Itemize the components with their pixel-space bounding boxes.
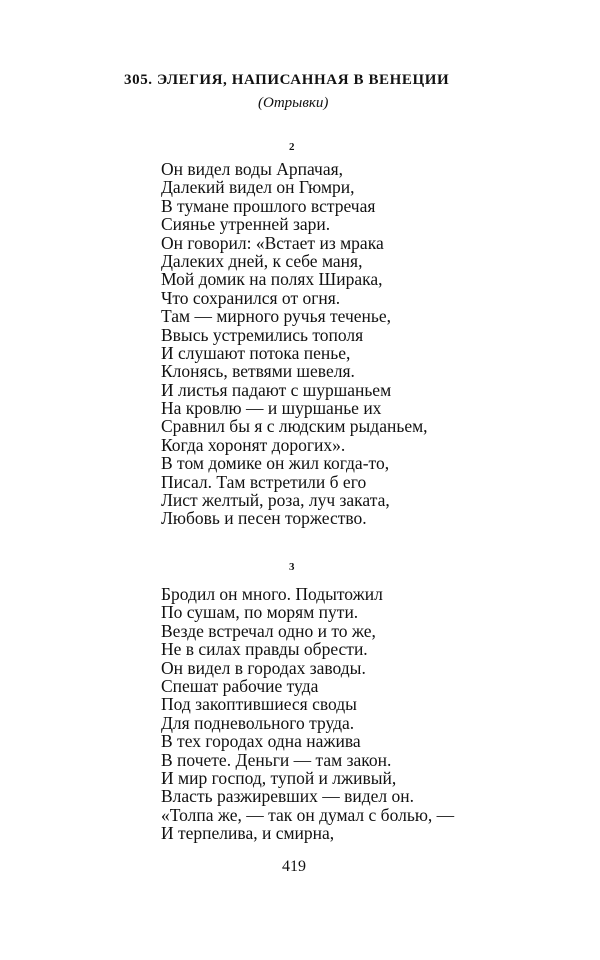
verse-line: Под закоптившиеся своды <box>161 694 357 715</box>
verse-line: И слушают потока пенье, <box>161 342 351 363</box>
verse-line: Он видел воды Арпачая, <box>161 159 344 179</box>
verse-line: Любовь и песен торжество. <box>161 508 367 529</box>
verse-line: Писал. Там встретили б его <box>161 471 367 492</box>
verse-line: Что сохранился от огня. <box>161 287 341 308</box>
verse-line: Сиянье утренней зари. <box>161 214 331 235</box>
verse-line: Бродил он много. Подытожил <box>161 584 383 604</box>
verse-line: В почете. Деньги — там закон. <box>161 749 392 770</box>
verse-line: И мир господ, тупой и лживый, <box>161 767 397 788</box>
verse-line: По сушам, по морям пути. <box>161 602 359 623</box>
verse-line: Клонясь, ветвями шевеля. <box>161 361 355 382</box>
verse-line: В тумане прошлого встречая <box>161 195 376 216</box>
verse-line: Далекий видел он Гюмри, <box>161 177 355 198</box>
verse-line: Мой домик на полях Ширака, <box>161 269 383 290</box>
verse-line: И терпелива, и смирна, <box>161 823 335 844</box>
page-number: 419 <box>282 858 306 875</box>
verse-line: Он говорил: «Встает из мрака <box>161 232 384 253</box>
verse-line: Не в силах правды обрести. <box>161 639 368 660</box>
verse-line: В том домике он жил когда-то, <box>161 453 390 474</box>
verse-line: Далеких дней, к себе маня, <box>161 250 363 271</box>
verse-line: Когда хоронят дорогих». <box>161 434 346 455</box>
verse-line: Для подневольного труда. <box>161 712 355 733</box>
verse-line: На кровлю — и шуршанье их <box>161 398 382 419</box>
verse-line: В тех городах одна нажива <box>161 731 361 752</box>
verse-line: Везде встречал одно и то же, <box>161 620 376 641</box>
verse-line: Он видел в городах заводы. <box>161 657 366 678</box>
verse-line: Лист желтый, роза, луч заката, <box>161 490 390 511</box>
stanza-section-3 <box>161 585 454 842</box>
verse-line: Власть разжиревших — видел он. <box>161 786 415 807</box>
section-number-2: 2 <box>289 141 295 153</box>
verse-line: Сравнил бы я с людским рыданьем, <box>161 416 428 437</box>
poem-subtitle: (Отрывки) <box>258 95 329 111</box>
stanza-section-2 <box>161 160 428 528</box>
verse-line: И листья падают с шуршаньем <box>161 379 392 400</box>
verse-line: Спешат рабочие туда <box>161 675 319 696</box>
verse-line: Там — мирного ручья теченье, <box>161 306 392 327</box>
verse-line: «Толпа же, — так он думал с болью, — <box>161 804 455 825</box>
poem-title: 305. ЭЛЕГИЯ, НАПИСАННАЯ В ВЕНЕЦИИ <box>124 72 450 88</box>
section-number-3: 3 <box>289 561 295 573</box>
verse-line: Ввысь устремились тополя <box>161 324 364 345</box>
